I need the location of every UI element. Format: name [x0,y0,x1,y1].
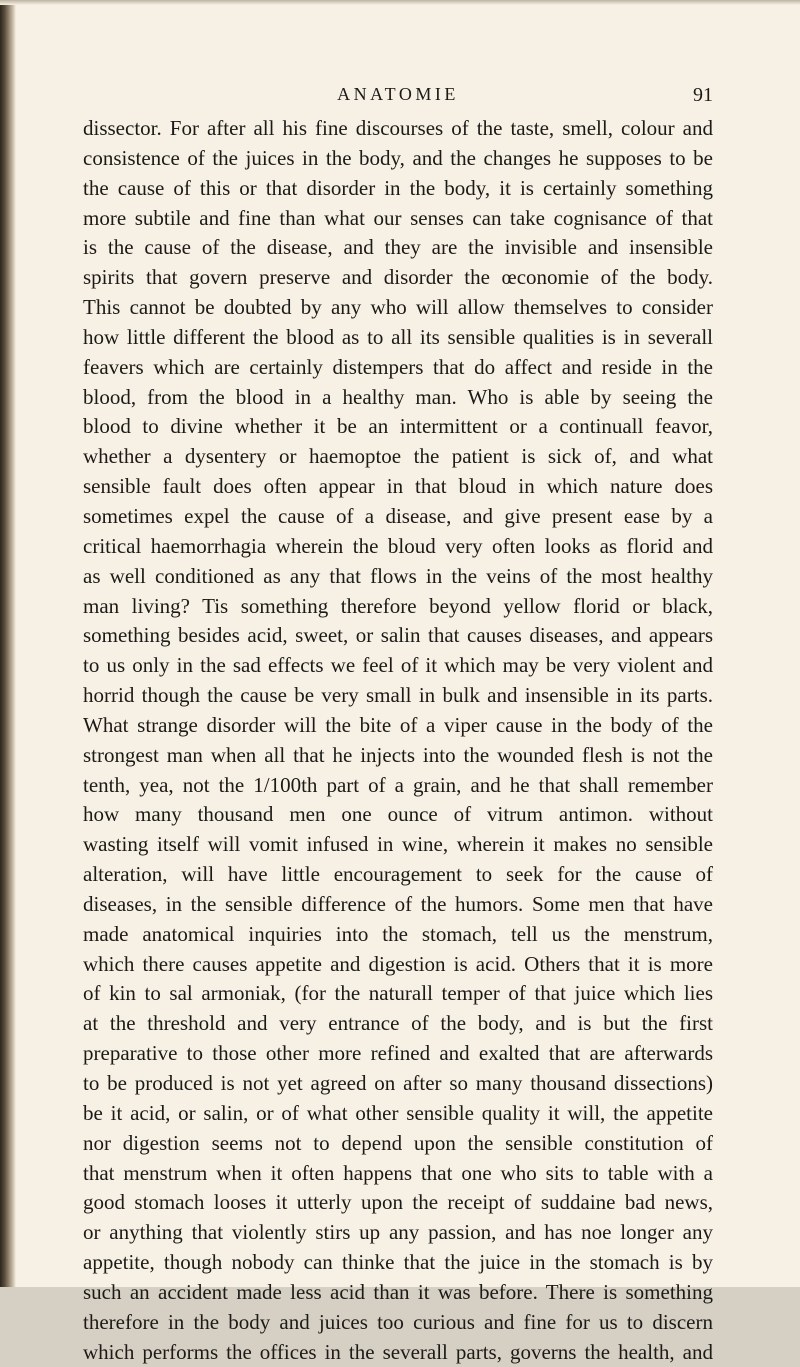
text-line: nor digestion seems not to depend upon the sensible constitution of [83,1130,713,1155]
text-line: the cause of this or that disorder in the body, it is certainly something [83,175,713,200]
running-title: ANATOMIE [337,84,459,104]
text-line: This cannot be doubted by any who will allow themselves to consider [83,295,713,320]
text-line: feavers which are certainly distempers that do affect and reside in the [83,354,713,379]
text-line: is the cause of the disease, and they are the invisible and insensible [83,235,713,260]
text-line: or anything that violently stirs up any passion, and has noe longer any [83,1220,713,1245]
text-line: how many thousand men one ounce of vitrum antimon. without [83,802,713,827]
text-line: which there causes appetite and digestion is acid. Others that it is more [83,951,713,976]
text-line: more subtile and fine than what our senses can take cognisance of that [83,205,713,230]
text-line: preparative to those other more refined and exalted that are afterwards [83,1041,713,1066]
text-line: alteration, will have little encouragement to seek for the cause of [83,862,713,887]
text-line: man living? Tis something therefore beyond yellow florid or black, [83,593,713,618]
text-line: made anatomical inquiries into the stomach, tell us the menstrum, [83,921,713,946]
text-line: sensible fault does often appear in that bloud in which nature does [83,474,713,499]
text-line: What strange disorder will the bite of a viper cause in the body of the [83,712,713,737]
text-line: as well conditioned as any that flows in the veins of the most healthy [83,563,713,588]
text-line: whether a dysentery or haemoptoe the patient is sick of, and what [83,444,713,469]
text-line: therefore in the body and juices too curious and fine for us to discern [83,1309,713,1334]
text-line: sometimes expel the cause of a disease, and give present ease by a [83,503,713,528]
text-line: critical haemorrhagia wherein the bloud very often looks as florid and [83,533,713,558]
binding-edge [0,0,16,1287]
text-line: appetite, though nobody can thinke that the juice in the stomach is by [83,1250,713,1275]
text-line: blood to divine whether it be an intermittent or a continuall feavor, [83,414,713,439]
text-line: dissector. For after all his fine discourses of the taste, smell, colour and [83,116,713,140]
page-number: 91 [693,84,713,106]
text-line: consistence of the juices in the body, and the changes he supposes to be [83,145,713,170]
text-line: horrid though the cause be very small in bulk and insensible in its parts. [83,683,713,708]
page-top-edge [0,0,800,5]
text-line: wasting itself will vomit infused in wine, wherein it makes no sensible [83,832,713,857]
text-line: which performs the offices in the severall parts, governs the health, and [83,1339,713,1364]
running-head [83,84,713,110]
text-line: to us only in the sad effects we feel of it which may be very violent and [83,653,713,678]
text-line: good stomach looses it utterly upon the receipt of suddaine bad news, [83,1190,713,1215]
text-line: spirits that govern preserve and disorder the œconomie of the body. [83,265,713,290]
text-line: how little different the blood as to all its sensible qualities is in severall [83,324,713,349]
text-line: blood, from the blood in a healthy man. Who is able by seeing the [83,384,713,409]
text-line: of kin to sal armoniak, (for the naturall temper of that juice which lies [83,981,713,1006]
text-line: something besides acid, sweet, or salin that causes diseases, and appears [83,623,713,648]
body-text [83,114,713,1367]
text-line: diseases, in the sensible difference of the humors. Some men that have [83,891,713,916]
text-line: that menstrum when it often happens that one who sits to table with a [83,1160,713,1185]
text-line: be it acid, or salin, or of what other sensible quality it will, the appetite [83,1100,713,1125]
text-line: such an accident made less acid than it was before. There is something [83,1279,713,1304]
text-line: strongest man when all that he injects into the wounded flesh is not the [83,742,713,767]
text-line: to be produced is not yet agreed on after so many thousand dissections) [83,1071,713,1095]
text-line: at the threshold and very entrance of the body, and is but the first [83,1011,713,1036]
text-line: tenth, yea, not the 1/100th part of a grain, and he that shall remember [83,772,713,797]
